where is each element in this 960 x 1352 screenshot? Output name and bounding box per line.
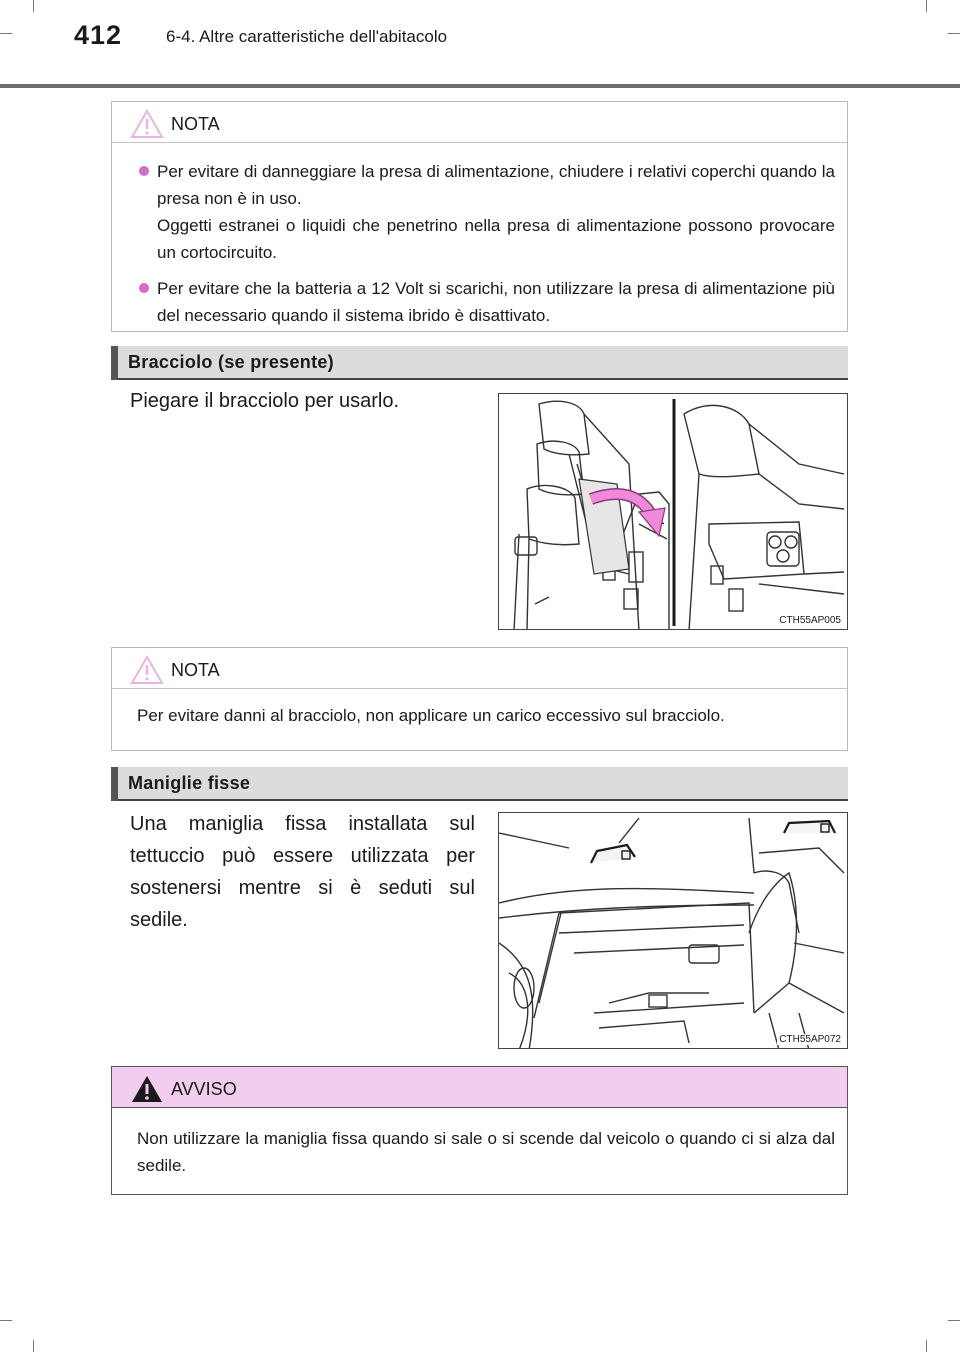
section-heading-handles: [111, 767, 848, 801]
figure-code: CTH55AP005: [779, 615, 841, 626]
list-item: [139, 158, 835, 266]
figure-code: CTH55AP072: [779, 1034, 841, 1045]
warning-header: [112, 1067, 847, 1108]
section-bar: [111, 767, 118, 801]
caution-triangle-icon: [130, 109, 164, 139]
warning-box: [111, 1066, 848, 1195]
crop-mark: [33, 0, 34, 12]
notice-box: [111, 101, 848, 332]
notice-box: [111, 647, 848, 751]
section-title: Bracciolo (se presente): [128, 352, 334, 372]
running-title: 6-4. Altre caratteristiche dell'abitacolo: [166, 27, 448, 46]
armrest-illustration: [498, 393, 848, 630]
list-item-text: Per evitare di danneggiare la presa di alimentazione, chiudere i relativi coperchi quando la presa non è in uso.: [157, 162, 835, 208]
grab-handle-illustration: [498, 812, 848, 1049]
header-rule: [0, 84, 960, 88]
warning-title: AVVISO: [171, 1079, 237, 1099]
notice-title: NOTA: [171, 114, 220, 134]
armrest-drawing: [499, 394, 848, 630]
notice-list: [139, 158, 835, 338]
list-item-text: Oggetti estranei o liquidi che penetrino nella presa di alimentazione possono provocare un cortocircuito.: [157, 216, 835, 262]
crop-mark: [33, 1340, 34, 1352]
grab-handle-drawing: [499, 813, 848, 1049]
crop-mark: [0, 1320, 12, 1321]
section-title: Maniglie fisse: [128, 773, 251, 793]
warning-triangle-icon: [130, 1074, 164, 1104]
armrest-instruction: Piegare il bracciolo per usarlo.: [130, 390, 400, 412]
list-item: [139, 275, 835, 329]
crop-mark: [948, 33, 960, 34]
crop-mark: [948, 1320, 960, 1321]
notice-text: Per evitare danni al bracciolo, non applicare un carico eccessivo sul bracciolo.: [137, 706, 725, 725]
handles-description: Una maniglia fissa installata sul tettuccio può essere utilizzata per sostenersi mentre si è seduti sul sedile.: [130, 813, 475, 931]
crop-mark: [926, 1340, 927, 1352]
bullet-icon: [139, 283, 149, 293]
notice-header: [112, 648, 847, 689]
caution-triangle-icon: [130, 655, 164, 685]
crop-mark: [926, 0, 927, 12]
bullet-icon: [139, 166, 149, 176]
notice-header: [112, 102, 847, 143]
warning-text: Non utilizzare la maniglia fissa quando si sale o si scende dal veicolo o quando ci si alza dal sedile.: [137, 1129, 835, 1175]
page-number: 412: [74, 20, 123, 50]
section-heading-armrest: [111, 346, 848, 380]
list-item-text: Per evitare che la batteria a 12 Volt si scarichi, non utilizzare la presa di alimentazione più del necessario quando il sistema ibrido è disattivato.: [157, 279, 835, 325]
notice-title: NOTA: [171, 660, 220, 680]
crop-mark: [0, 33, 12, 34]
section-bar: [111, 346, 118, 380]
